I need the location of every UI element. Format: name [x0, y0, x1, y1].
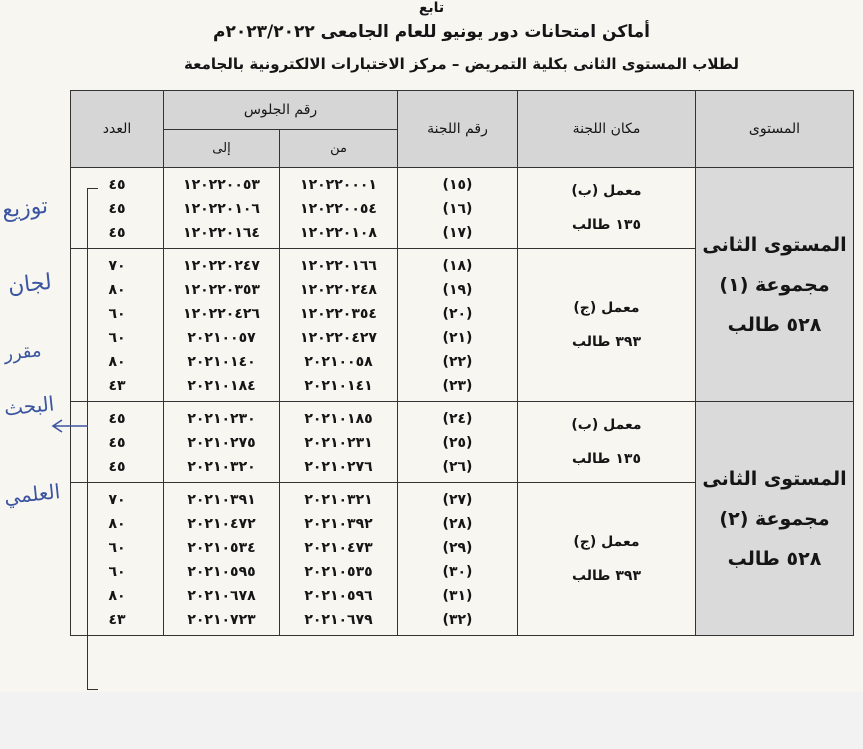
level-name: المستوى الثانى	[702, 467, 847, 490]
seat-to: ٢٠٢١٠١٤٠	[164, 350, 280, 374]
place-students: ١٣٥ طالب	[571, 217, 642, 233]
seat-to: ٢٠٢١٠٥٣٤	[164, 536, 280, 560]
seat-to: ٢٠٢١٠٧٢٣	[164, 608, 280, 636]
level-students: ٥٢٨ طالب	[727, 547, 822, 570]
committee-number: (٢٧)	[398, 483, 518, 513]
committee-number: (٢٦)	[398, 455, 518, 483]
count-value: ٤٣	[71, 374, 164, 402]
count-value: ٤٥	[71, 221, 164, 249]
level-group: مجموعة (٢)	[719, 507, 830, 530]
committee-number: (٢٨)	[398, 512, 518, 536]
seat-from: ١٢٠٢٢٠٠٠١	[280, 168, 398, 198]
seat-from: ٢٠٢١٠٦٧٩	[280, 608, 398, 636]
count-value: ٦٠	[71, 536, 164, 560]
place-name: معمل (ج)	[573, 534, 640, 550]
committee-number: (١٥)	[398, 168, 518, 198]
count-value: ٤٥	[71, 402, 164, 432]
seat-to: ٢٠٢١٠١٨٤	[164, 374, 280, 402]
seat-from: ١٢٠٢٢٠٤٢٧	[280, 326, 398, 350]
committee-number: (٢٤)	[398, 402, 518, 432]
committee-number: (٢٩)	[398, 536, 518, 560]
committee-number: (٣٢)	[398, 608, 518, 636]
seat-from: ١٢٠٢٢٠٣٥٤	[280, 302, 398, 326]
seat-from: ٢٠٢١٠٥٩٦	[280, 584, 398, 608]
place-students: ٣٩٣ طالب	[571, 568, 642, 584]
count-value: ٤٥	[71, 431, 164, 455]
seat-from: ٢٠٢١٠٢٧٦	[280, 455, 398, 483]
seat-to: ١٢٠٢٢٠٠٥٣	[164, 168, 280, 198]
header-count: العدد	[71, 91, 164, 168]
seat-to: ٢٠٢١٠٠٥٧	[164, 326, 280, 350]
scan-margin	[0, 692, 863, 749]
committee-number: (٢١)	[398, 326, 518, 350]
handwritten-note: البحث	[2, 391, 56, 421]
place-name: معمل (ج)	[573, 300, 640, 316]
seat-to: ٢٠٢١٠٢٧٥	[164, 431, 280, 455]
committee-number: (٣٠)	[398, 560, 518, 584]
committee-number: (١٨)	[398, 249, 518, 279]
seat-to: ٢٠٢١٠٢٣٠	[164, 402, 280, 432]
committee-number: (٢٢)	[398, 350, 518, 374]
seat-from: ٢٠٢١٠٤٧٣	[280, 536, 398, 560]
continued-label: تابع	[418, 0, 445, 16]
level-cell	[696, 402, 854, 636]
count-value: ٤٥	[71, 455, 164, 483]
seat-from: ٢٠٢١٠٣٩٢	[280, 512, 398, 536]
header-place: مكان اللجنة	[518, 91, 696, 168]
header-seat-number: رقم الجلوس	[164, 91, 398, 130]
seat-to: ٢٠٢١٠٥٩٥	[164, 560, 280, 584]
arrow-left-icon	[50, 418, 90, 434]
seat-to: ١٢٠٢٢٠١٦٤	[164, 221, 280, 249]
count-value: ٤٥	[71, 197, 164, 221]
level-students: ٥٢٨ طالب	[727, 313, 822, 336]
handwritten-note: مقرر	[3, 340, 43, 365]
level-name: المستوى الثانى	[702, 233, 847, 256]
seat-from: ١٢٠٢٢٠٢٤٨	[280, 278, 398, 302]
count-value: ٨٠	[71, 584, 164, 608]
count-value: ٨٠	[71, 278, 164, 302]
committee-number: (٣١)	[398, 584, 518, 608]
exam-locations-table	[70, 90, 854, 636]
seat-from: ١٢٠٢٢٠١٦٦	[280, 249, 398, 279]
committee-number: (٢٠)	[398, 302, 518, 326]
seat-from: ١٢٠٢٢٠٠٥٤	[280, 197, 398, 221]
place-cell	[518, 168, 696, 249]
place-cell	[518, 402, 696, 483]
place-cell	[518, 249, 696, 402]
place-name: معمل (ب)	[571, 183, 642, 199]
count-value: ٨٠	[71, 350, 164, 374]
place-students: ١٣٥ طالب	[571, 451, 642, 467]
level-group: مجموعة (١)	[719, 273, 830, 296]
seat-from: ٢٠٢١٠٥٣٥	[280, 560, 398, 584]
place-students: ٣٩٣ طالب	[571, 334, 642, 350]
seat-to: ٢٠٢١٠٦٧٨	[164, 584, 280, 608]
header-from: من	[280, 130, 398, 168]
seat-to: ١٢٠٢٢٠١٠٦	[164, 197, 280, 221]
seat-from: ١٢٠٢٢٠١٠٨	[280, 221, 398, 249]
handwritten-bracket	[87, 188, 98, 690]
count-value: ٦٠	[71, 560, 164, 584]
count-value: ٤٥	[71, 168, 164, 198]
handwritten-note: توزيع	[0, 193, 50, 224]
page-subtitle: لطلاب المستوى الثانى بكلية التمريض – مركز الاختبارات الالكترونية بالجامعة	[184, 55, 739, 73]
handwritten-note: العلمي	[2, 479, 62, 509]
header-to: إلى	[164, 130, 280, 168]
count-value: ٨٠	[71, 512, 164, 536]
seat-from: ٢٠٢١٠٣٢١	[280, 483, 398, 513]
count-value: ٦٠	[71, 326, 164, 350]
header-committee: رقم اللجنة	[398, 91, 518, 168]
seat-from: ٢٠٢١٠٠٥٨	[280, 350, 398, 374]
place-cell	[518, 483, 696, 636]
seat-to: ١٢٠٢٢٠٢٤٧	[164, 249, 280, 279]
seat-from: ٢٠٢١٠١٨٥	[280, 402, 398, 432]
seat-to: ٢٠٢١٠٤٧٢	[164, 512, 280, 536]
committee-number: (٢٥)	[398, 431, 518, 455]
seat-to: ١٢٠٢٢٠٤٢٦	[164, 302, 280, 326]
handwritten-note: لجان	[6, 269, 53, 300]
seat-to: ٢٠٢١٠٣٩١	[164, 483, 280, 513]
committee-number: (١٩)	[398, 278, 518, 302]
seat-to: ١٢٠٢٢٠٣٥٣	[164, 278, 280, 302]
page-title: أماكن امتحانات دور يونيو للعام الجامعى ٢٠٢٣/٢٠٢٢م	[213, 22, 650, 42]
count-value: ٧٠	[71, 249, 164, 279]
seat-from: ٢٠٢١٠٢٣١	[280, 431, 398, 455]
count-value: ٦٠	[71, 302, 164, 326]
header-level: المستوى	[696, 91, 854, 168]
place-name: معمل (ب)	[571, 417, 642, 433]
committee-number: (١٧)	[398, 221, 518, 249]
count-value: ٧٠	[71, 483, 164, 513]
seat-from: ٢٠٢١٠١٤١	[280, 374, 398, 402]
level-cell	[696, 168, 854, 402]
committee-number: (١٦)	[398, 197, 518, 221]
committee-number: (٢٣)	[398, 374, 518, 402]
count-value: ٤٣	[71, 608, 164, 636]
seat-to: ٢٠٢١٠٣٢٠	[164, 455, 280, 483]
